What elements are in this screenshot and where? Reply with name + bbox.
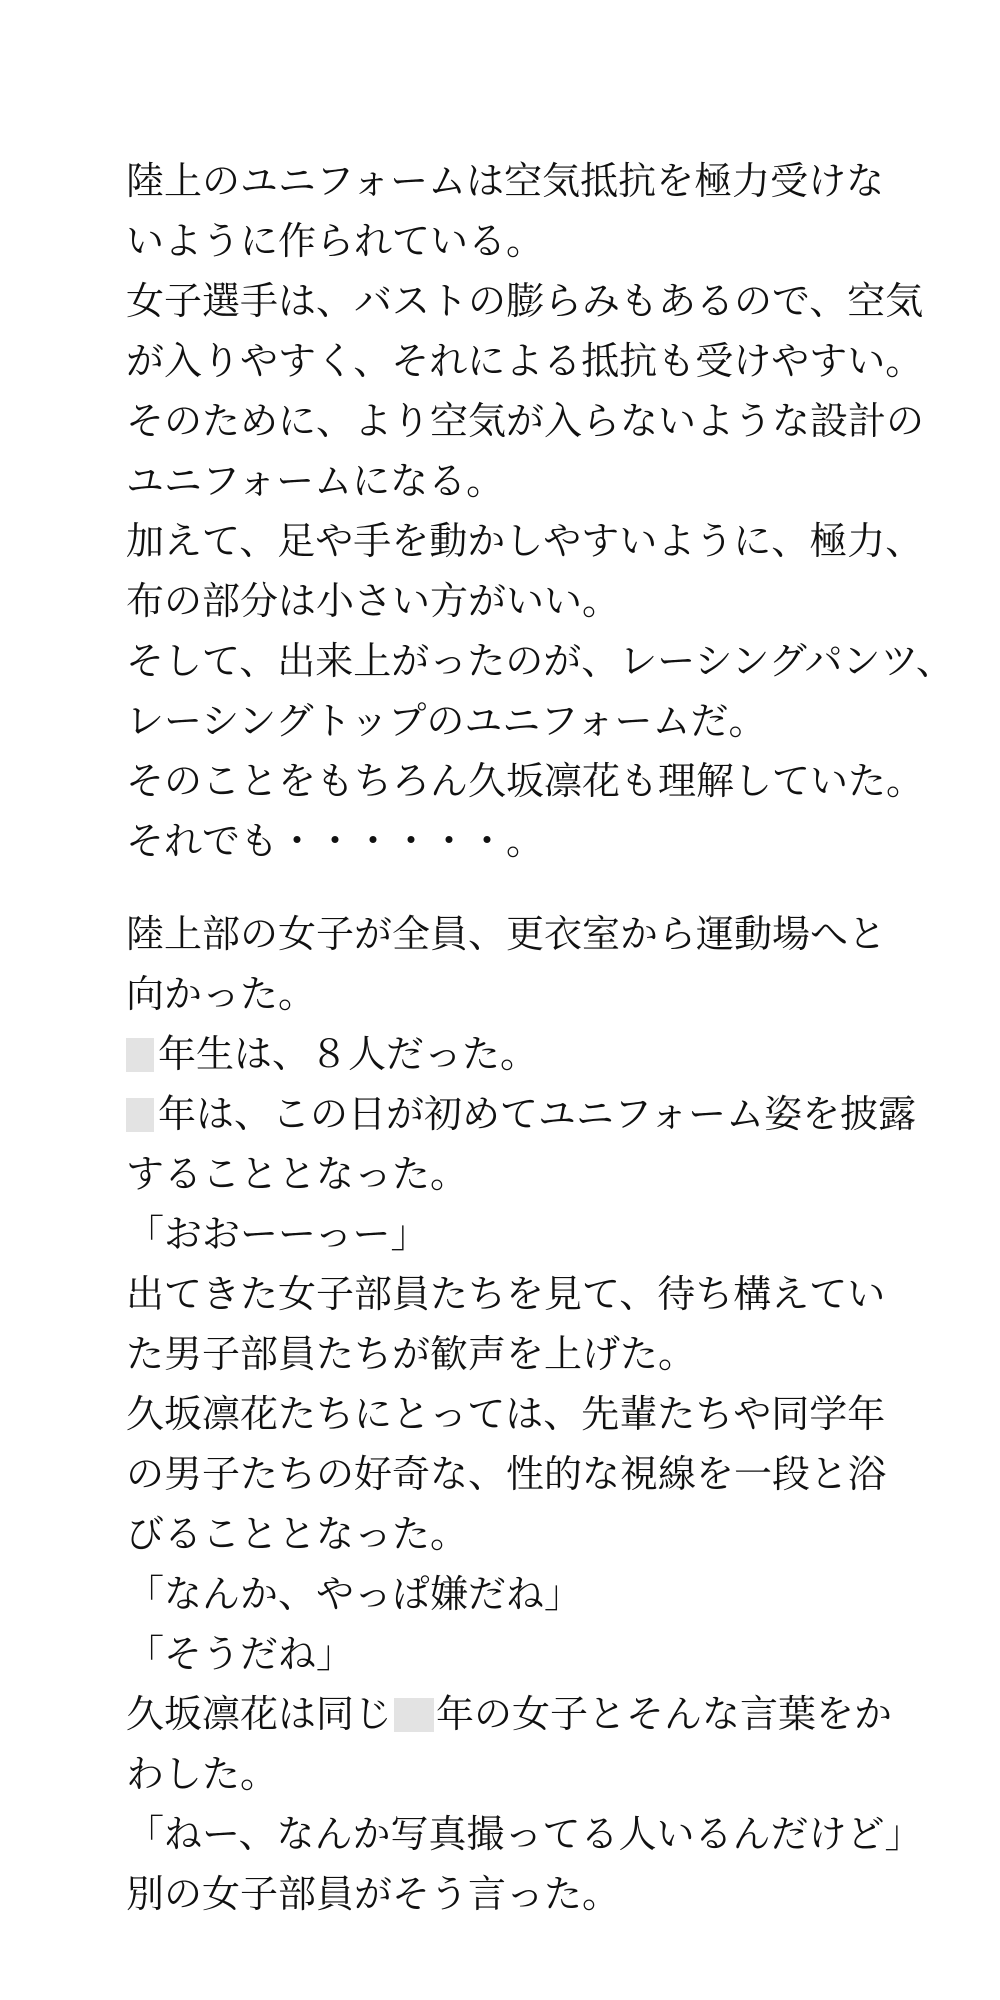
text-line: わした。 [126,1752,279,1796]
text-line: いように作られている。 [126,219,545,263]
text-line: の男子たちの好奇な、性的な視線を一段と浴 [126,1452,887,1496]
dialogue-line: 「なんか、やっぱ嫌だね」 [126,1572,583,1616]
text-fragment: 久坂凛花は同じ [126,1692,393,1736]
text-fragment: 年の女子とそんな言葉をか [436,1692,893,1736]
text-line: 陸上のユニフォームは空気抵抗を極力受けな [126,159,885,203]
dialogue-line: 「おおーーっー」 [126,1212,429,1256]
text-fragment: 年は、この日が初めてユニフォーム姿を披露 [158,1092,917,1136]
text-line: そのために、より空気が入らないような設計の [126,399,925,443]
text-line: そして、出来上がったのが、レーシングパンツ、 [126,639,954,683]
text-line-with-redaction [126,1084,917,1144]
text-line: が入りやすく、それによる抵抗も受けやすい。 [126,339,924,383]
text-line: びることとなった。 [126,1512,469,1556]
text-line-with-redaction [126,1684,906,1744]
text-line: 陸上部の女子が全員、更衣室から運動場へと [126,912,887,956]
text-line: レーシングトップのユニフォームだ。 [126,699,767,743]
text-line: することとなった。 [126,1152,469,1196]
passage-paragraph-2 [126,904,923,1924]
text-line: 別の女子部員がそう言った。 [126,1872,621,1916]
redaction-mark [126,1098,154,1132]
dialogue-line: 「ねー、なんか写真撮ってる人いるんだけど」 [126,1812,923,1856]
text-line: 出てきた女子部員たちを見て、待ち構えてい [126,1272,886,1316]
text-line: それでも・・・・・・。 [126,819,545,863]
text-line: そのことをもちろん久坂凛花も理解していた。 [126,759,925,803]
redaction-mark [394,1698,434,1732]
text-line-with-redaction [126,1024,906,1084]
redaction-mark [126,1038,154,1072]
text-line: 加えて、足や手を動かしやすいように、極力、 [126,519,924,563]
text-line: 布の部分は小さい方がいい。 [126,579,621,623]
dialogue-line: 「そうだね」 [126,1632,355,1676]
text-line: た男子部員たちが歓声を上げた。 [126,1332,697,1376]
passage-paragraph-1 [126,151,954,871]
text-line: 久坂凛花たちにとっては、先輩たちや同学年 [126,1392,886,1436]
text-fragment: 年生は、８人だった。 [158,1032,539,1076]
text-line: 女子選手は、バストの膨らみもあるので、空気 [126,279,924,323]
text-line: 向かった。 [126,972,317,1016]
text-line: ユニフォームになる。 [126,459,505,503]
